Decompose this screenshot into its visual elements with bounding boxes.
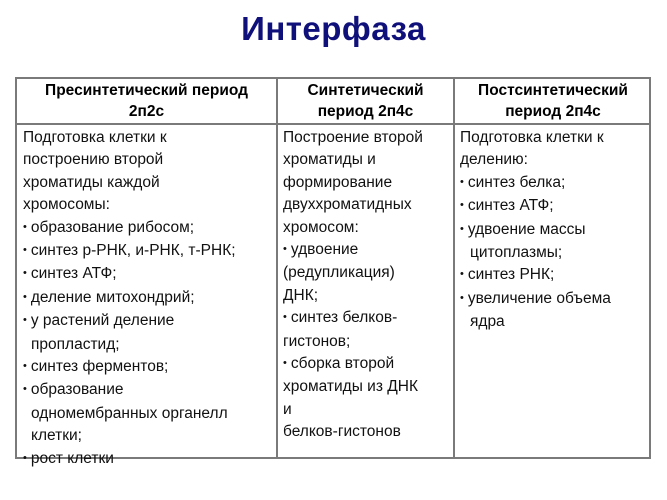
list-item-continuation: белков-гистонов bbox=[283, 423, 401, 441]
intro-text: построению второй bbox=[23, 151, 164, 169]
list-item-continuation: клетки; bbox=[31, 427, 82, 445]
interphase-table bbox=[15, 77, 651, 467]
intro-text: хромосом: bbox=[283, 218, 359, 236]
header-line: период 2п4с bbox=[505, 103, 601, 120]
header-postsynthetic bbox=[455, 79, 651, 123]
list-item-continuation: гистонов; bbox=[283, 332, 351, 350]
list-item-continuation: и bbox=[283, 400, 292, 418]
list-item: • у растений деление bbox=[23, 310, 273, 333]
list-item: • удвоение bbox=[283, 239, 451, 262]
list-item: • синтез РНК; bbox=[460, 264, 650, 287]
header-divider bbox=[17, 123, 649, 125]
list-item: • образование bbox=[23, 379, 273, 402]
list-item: • синтез ферментов; bbox=[23, 356, 273, 379]
intro-text: делению: bbox=[460, 151, 528, 169]
intro-text: хроматиды и bbox=[283, 151, 376, 169]
list-item: • увеличение объема bbox=[460, 288, 650, 311]
list-item: • сборка второй bbox=[283, 353, 451, 376]
page-title: Интерфаза bbox=[241, 10, 426, 47]
column-divider bbox=[276, 79, 278, 457]
list-item-continuation: ядра bbox=[470, 313, 505, 331]
list-item-continuation: одномембранных органелл bbox=[31, 404, 228, 422]
list-item-continuation: хроматиды из ДНК bbox=[283, 378, 418, 396]
cell-synthetic bbox=[283, 127, 451, 444]
list-item: • синтез АТФ; bbox=[460, 195, 650, 218]
cell-presynthetic bbox=[23, 127, 273, 471]
header-line: Постсинтетический bbox=[478, 82, 628, 99]
list-item: • деление митохондрий; bbox=[23, 287, 273, 310]
intro-text: Подготовка клетки к bbox=[460, 129, 604, 146]
intro-text: Построение второй bbox=[283, 129, 423, 146]
header-line: период 2п4с bbox=[317, 103, 414, 120]
header-line: 2п2с bbox=[128, 103, 165, 120]
list-item: • синтез белка; bbox=[460, 172, 650, 195]
list-item: • удвоение массы bbox=[460, 219, 650, 242]
list-item: • образование рибосом; bbox=[23, 217, 273, 240]
list-item-continuation: ДНК; bbox=[283, 286, 319, 304]
header-line: Синтетический bbox=[307, 82, 424, 99]
column-divider bbox=[453, 79, 455, 457]
header-synthetic bbox=[278, 79, 453, 123]
header-line: Пресинтетический период bbox=[45, 82, 248, 99]
intro-text: формирование bbox=[283, 173, 393, 191]
list-item: • рост клетки bbox=[23, 448, 273, 471]
list-item-continuation: пропластид; bbox=[31, 335, 120, 353]
list-item-continuation: цитоплазмы; bbox=[470, 244, 563, 262]
intro-text: хромосомы: bbox=[23, 196, 110, 214]
intro-text: хроматиды каждой bbox=[23, 173, 160, 191]
list-item: • синтез р-РНК, и-РНК, т-РНК; bbox=[23, 240, 273, 263]
intro-text: Подготовка клетки к bbox=[23, 129, 167, 146]
intro-text: двуххроматидных bbox=[283, 196, 412, 214]
header-presynthetic bbox=[17, 79, 276, 123]
list-item: • синтез белков- bbox=[283, 307, 451, 330]
list-item-continuation: (редупликация) bbox=[283, 264, 395, 282]
cell-postsynthetic bbox=[460, 127, 650, 334]
list-item: • синтез АТФ; bbox=[23, 263, 273, 286]
